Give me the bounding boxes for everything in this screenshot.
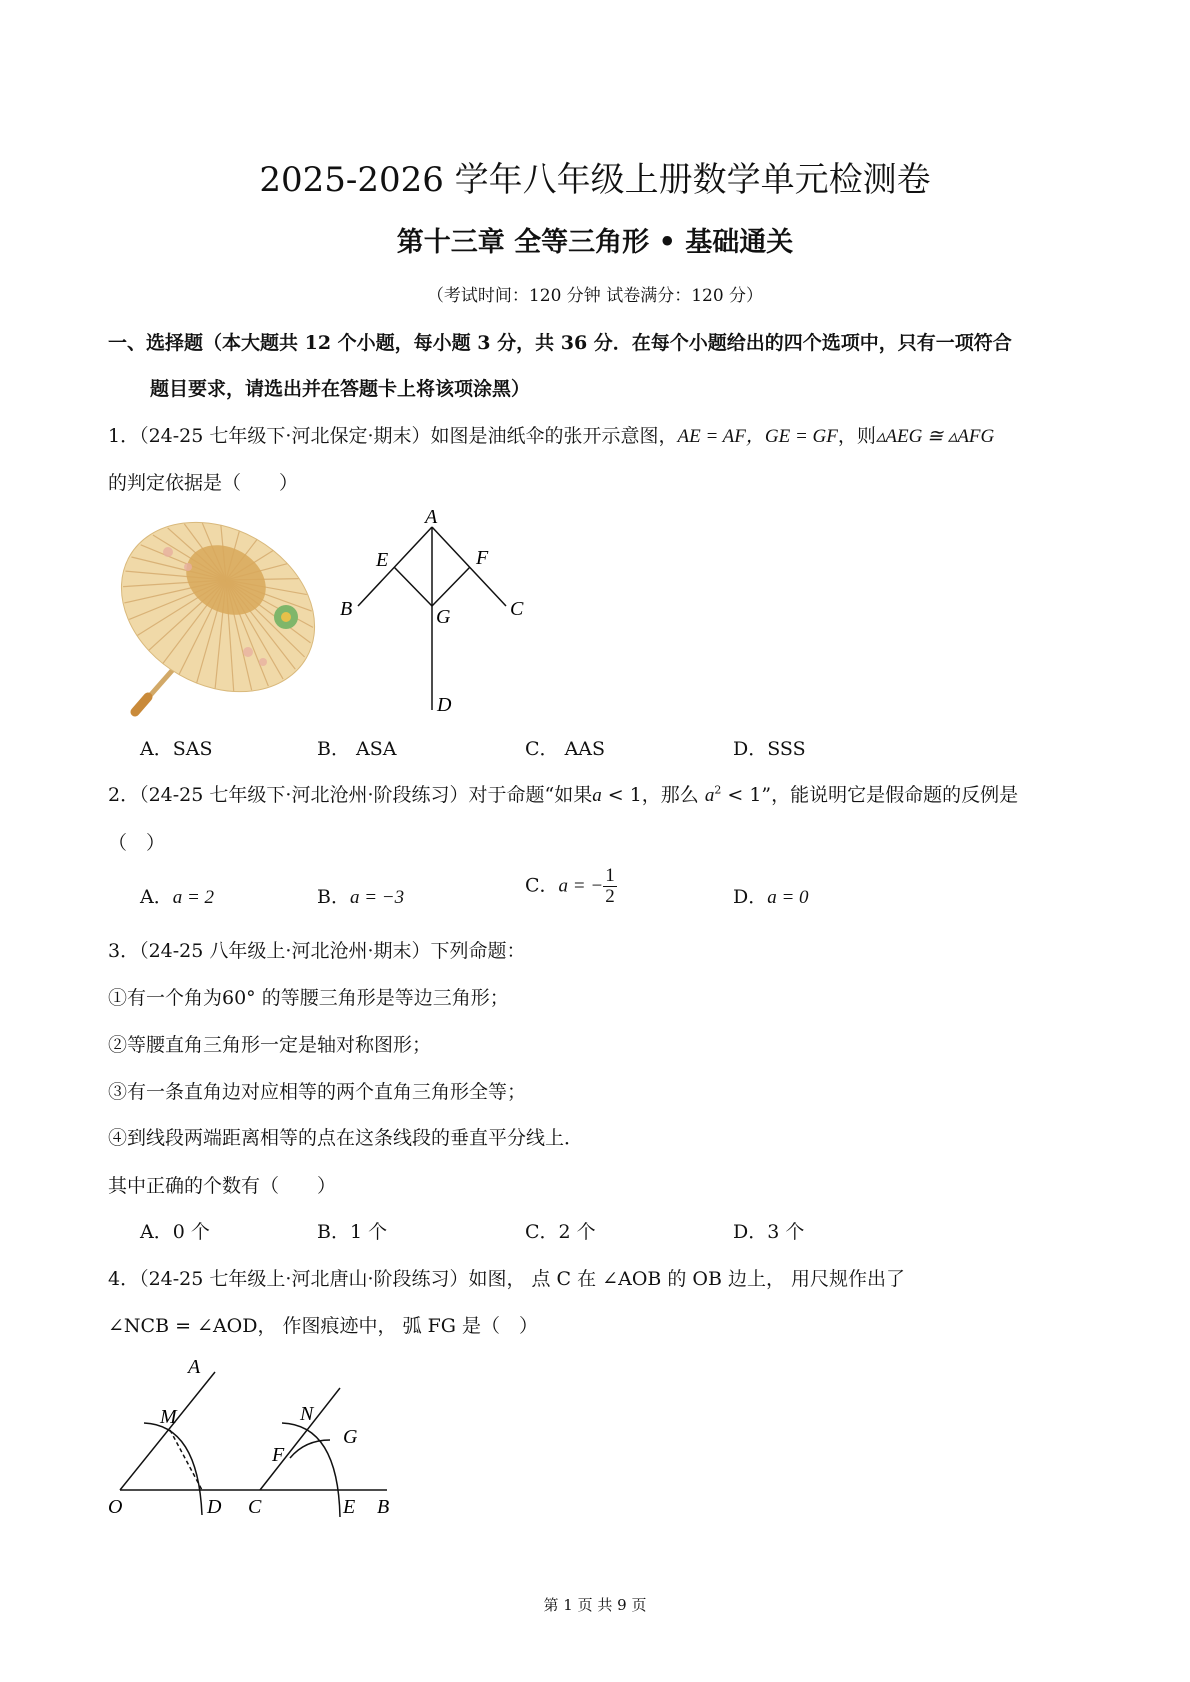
q2-stem: 2．（24-25 七年级下·河北沧州·阶段练习）对于命题“如果 bbox=[108, 784, 593, 806]
q1-math: AE = AF，GE = GF bbox=[677, 426, 838, 447]
label-M: M bbox=[160, 1406, 177, 1428]
label-C: C bbox=[248, 1496, 262, 1518]
question-2 bbox=[108, 780, 1018, 807]
numerator: 1 bbox=[605, 865, 615, 886]
q2-text2: < 1”，能说明它是假命题的反例是 bbox=[721, 784, 1019, 806]
q3-ask: 其中正确的个数有（ ） bbox=[108, 1175, 337, 1197]
section-heading: 一、选择题（本大题共 12 个小题，每小题 3 分，共 36 分．在每个小题给出的四个选项中，只有一项符合 bbox=[108, 332, 1012, 354]
oil-paper-umbrella-image bbox=[108, 512, 328, 717]
q1-option-b[interactable]: B． ASA bbox=[317, 738, 397, 760]
label-E: E bbox=[343, 1496, 356, 1518]
label-C: C bbox=[510, 598, 524, 620]
q2-var2: a bbox=[704, 785, 715, 806]
q2-option-c[interactable] bbox=[525, 866, 617, 907]
option-value: a = 2 bbox=[172, 887, 215, 908]
label-G: G bbox=[436, 606, 451, 628]
q3-statement-4: ④到线段两端距离相等的点在这条线段的垂直平分线上． bbox=[108, 1127, 584, 1149]
option-label: D． bbox=[733, 886, 768, 908]
denominator: 2 bbox=[605, 886, 615, 907]
option-value: a = − bbox=[558, 875, 604, 897]
q3-option-b[interactable]: B．1 个 bbox=[317, 1221, 388, 1243]
label-E: E bbox=[376, 549, 389, 571]
q3-statement-2: ②等腰直角三角形一定是轴对称图形； bbox=[108, 1034, 432, 1056]
q1-geometry-diagram bbox=[330, 505, 550, 725]
question-4: 4．（24-25 七年级上·河北唐山·阶段练习）如图， 点 C 在 ∠AOB 的 OB 边上， 用尺规作出了 bbox=[108, 1268, 906, 1290]
option-label: B． bbox=[317, 886, 350, 908]
option-label: C． bbox=[525, 874, 559, 897]
q3-option-c[interactable]: C．2 个 bbox=[525, 1221, 596, 1243]
page-footer: 第 1 页 共 9 页 bbox=[543, 1596, 647, 1614]
fraction bbox=[603, 866, 617, 907]
q1-option-c[interactable]: C． AAS bbox=[525, 738, 606, 760]
option-value: a = 0 bbox=[767, 887, 809, 908]
q3-statement-1: ①有一个角为60° 的等腰三角形是等边三角形； bbox=[108, 987, 509, 1009]
question-2-cont: （ ） bbox=[108, 832, 166, 854]
option-value: a = −3 bbox=[349, 887, 405, 908]
q2-option-a[interactable] bbox=[140, 882, 214, 909]
label-O: O bbox=[108, 1496, 123, 1518]
label-G: G bbox=[343, 1426, 358, 1448]
q3-option-d[interactable]: D．3 个 bbox=[733, 1221, 805, 1243]
q2-option-d[interactable] bbox=[733, 882, 809, 909]
label-D: D bbox=[207, 1496, 222, 1518]
q2-exponent: 2 bbox=[714, 783, 722, 797]
question-3: 3．（24-25 八年级上·河北沧州·期末）下列命题： bbox=[108, 940, 526, 962]
label-F: F bbox=[476, 547, 489, 569]
question-4-cont: ∠NCB = ∠AOD， 作图痕迹中， 弧 FG 是（ ） bbox=[108, 1315, 539, 1337]
page-title: 2025-2026 学年八年级上册数学单元检测卷 bbox=[259, 160, 931, 200]
chapter-subtitle: 第十三章 全等三角形 • 基础通关 bbox=[396, 227, 794, 258]
q3-statement-3: ③有一条直角边对应相等的两个直角三角形全等； bbox=[108, 1081, 527, 1103]
label-D: D bbox=[437, 694, 452, 716]
section-heading-cont: 题目要求，请选出并在答题卡上将该项涂黑） bbox=[150, 378, 531, 400]
label-F: F bbox=[272, 1444, 285, 1466]
question-1 bbox=[108, 421, 994, 448]
label-A: A bbox=[425, 506, 438, 528]
option-label: A． bbox=[140, 886, 173, 908]
label-N: N bbox=[300, 1403, 314, 1425]
q2-var: a bbox=[592, 785, 602, 806]
q1-option-d[interactable]: D．SSS bbox=[733, 738, 806, 760]
q1-math2: ▵AEG ≅ ▵AFG bbox=[875, 426, 995, 447]
label-A: A bbox=[188, 1356, 201, 1378]
label-B: B bbox=[377, 1496, 390, 1518]
exam-info: （考试时间：120 分钟 试卷满分：120 分） bbox=[426, 286, 764, 306]
q2-option-b[interactable] bbox=[317, 882, 404, 909]
q1-stem: 1．（24-25 七年级下·河北保定·期末）如图是油纸伞的张开示意图， bbox=[108, 425, 678, 447]
label-B: B bbox=[340, 598, 353, 620]
q3-option-a[interactable]: A．0 个 bbox=[140, 1221, 210, 1243]
question-1-cont: 的判定依据是（ ） bbox=[108, 472, 299, 494]
q4-construction-diagram bbox=[100, 1355, 400, 1530]
q2-text: < 1，那么 bbox=[601, 784, 705, 806]
q1-option-a[interactable]: A．SAS bbox=[140, 738, 213, 760]
q1-mid: ，则 bbox=[837, 425, 876, 447]
